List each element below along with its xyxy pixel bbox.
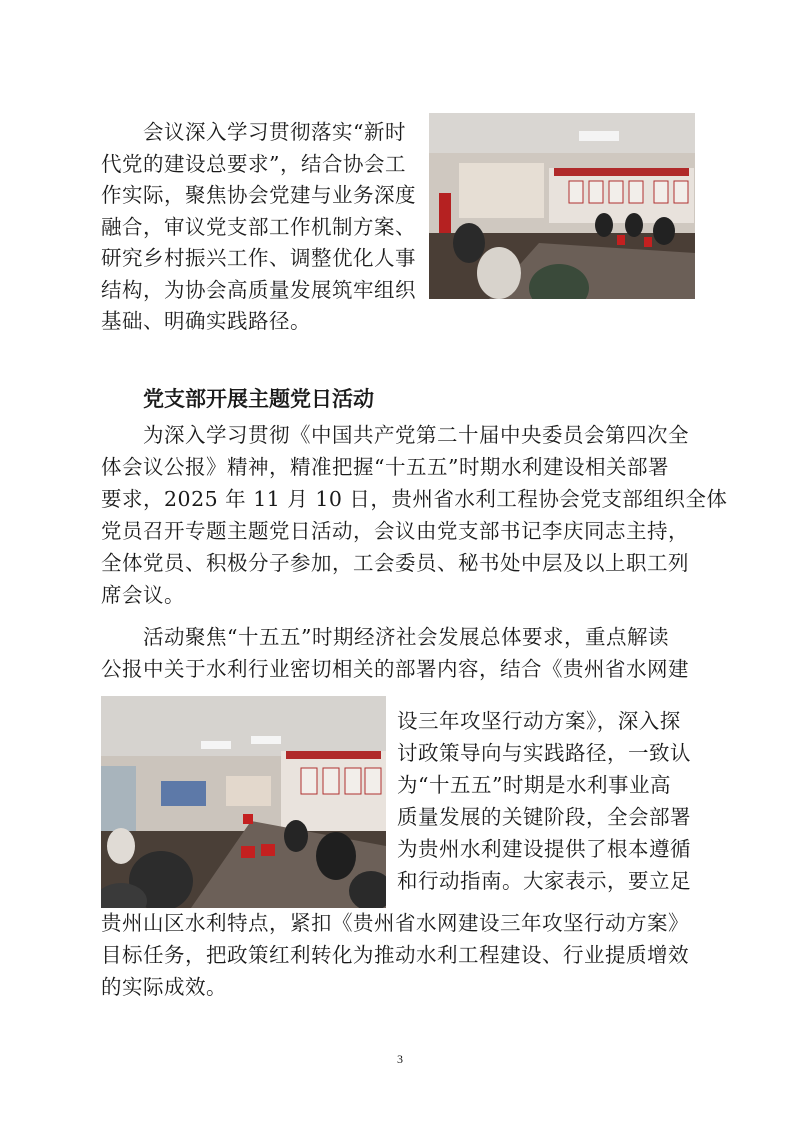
p2-tail-line-3: 的实际成效。 [101,975,227,999]
s1-line-2: 代党的建设总要求”，结合协会工 [101,152,406,176]
p2-line-2: 公报中关于水利行业密切相关的部署内容，结合《贵州省水网建 [101,657,689,681]
meeting-photo-1 [429,113,695,299]
s1-line-4: 融合，审议党支部工作机制方案、 [101,215,416,239]
p2-wrap-line-4: 质量发展的关键阶段，全会部署 [397,805,691,829]
section-heading: 党支部开展主题党日活动 [143,387,374,411]
p2-wrap-line-3: 为“十五五”时期是水利事业高 [397,773,671,797]
p2-wrap-line-6: 和行动指南。大家表示，要立足 [397,869,691,893]
p2-tail-line-2: 目标任务，把政策红利转化为推动水利工程建设、行业提质增效 [101,943,689,967]
page-number: 3 [397,1052,403,1066]
s1-line-6: 结构，为协会高质量发展筑牢组织 [101,278,416,302]
p2-wrap-line-1: 设三年攻坚行动方案》，深入探 [397,709,681,733]
p2-line-1: 活动聚焦“十五五”时期经济社会发展总体要求，重点解读 [143,625,669,649]
p1-line-1: 为深入学习贯彻《中国共产党第二十届中央委员会第四次全 [143,423,689,447]
p1-line-6: 席会议。 [101,583,185,607]
p1-line-5: 全体党员、积极分子参加，工会委员、秘书处中层及以上职工列 [101,551,689,575]
s1-line-3: 作实际，聚焦协会党建与业务深度 [101,183,416,207]
s1-line-1: 会议深入学习贯彻落实“新时 [143,120,406,144]
meeting-photo-2 [101,696,386,908]
p2-wrap-line-2: 讨政策导向与实践路径，一致认 [397,741,691,765]
p2-wrap-line-5: 为贵州水利建设提供了根本遵循 [397,837,691,861]
p2-tail-line-1: 贵州山区水利特点，紧扣《贵州省水网建设三年攻坚行动方案》 [101,911,689,935]
s1-line-5: 研究乡村振兴工作、调整优化人事 [101,246,416,270]
p1-line-4: 党员召开专题主题党日活动，会议由党支部书记李庆同志主持， [101,519,689,543]
s1-line-7: 基础、明确实践路径。 [101,309,311,333]
p1-line-2: 体会议公报》精神，精准把握“十五五”时期水利建设相关部署 [101,455,669,479]
p1-line-3: 要求，2025 年 11 月 10 日，贵州省水利工程协会党支部组织全体 [101,487,728,511]
